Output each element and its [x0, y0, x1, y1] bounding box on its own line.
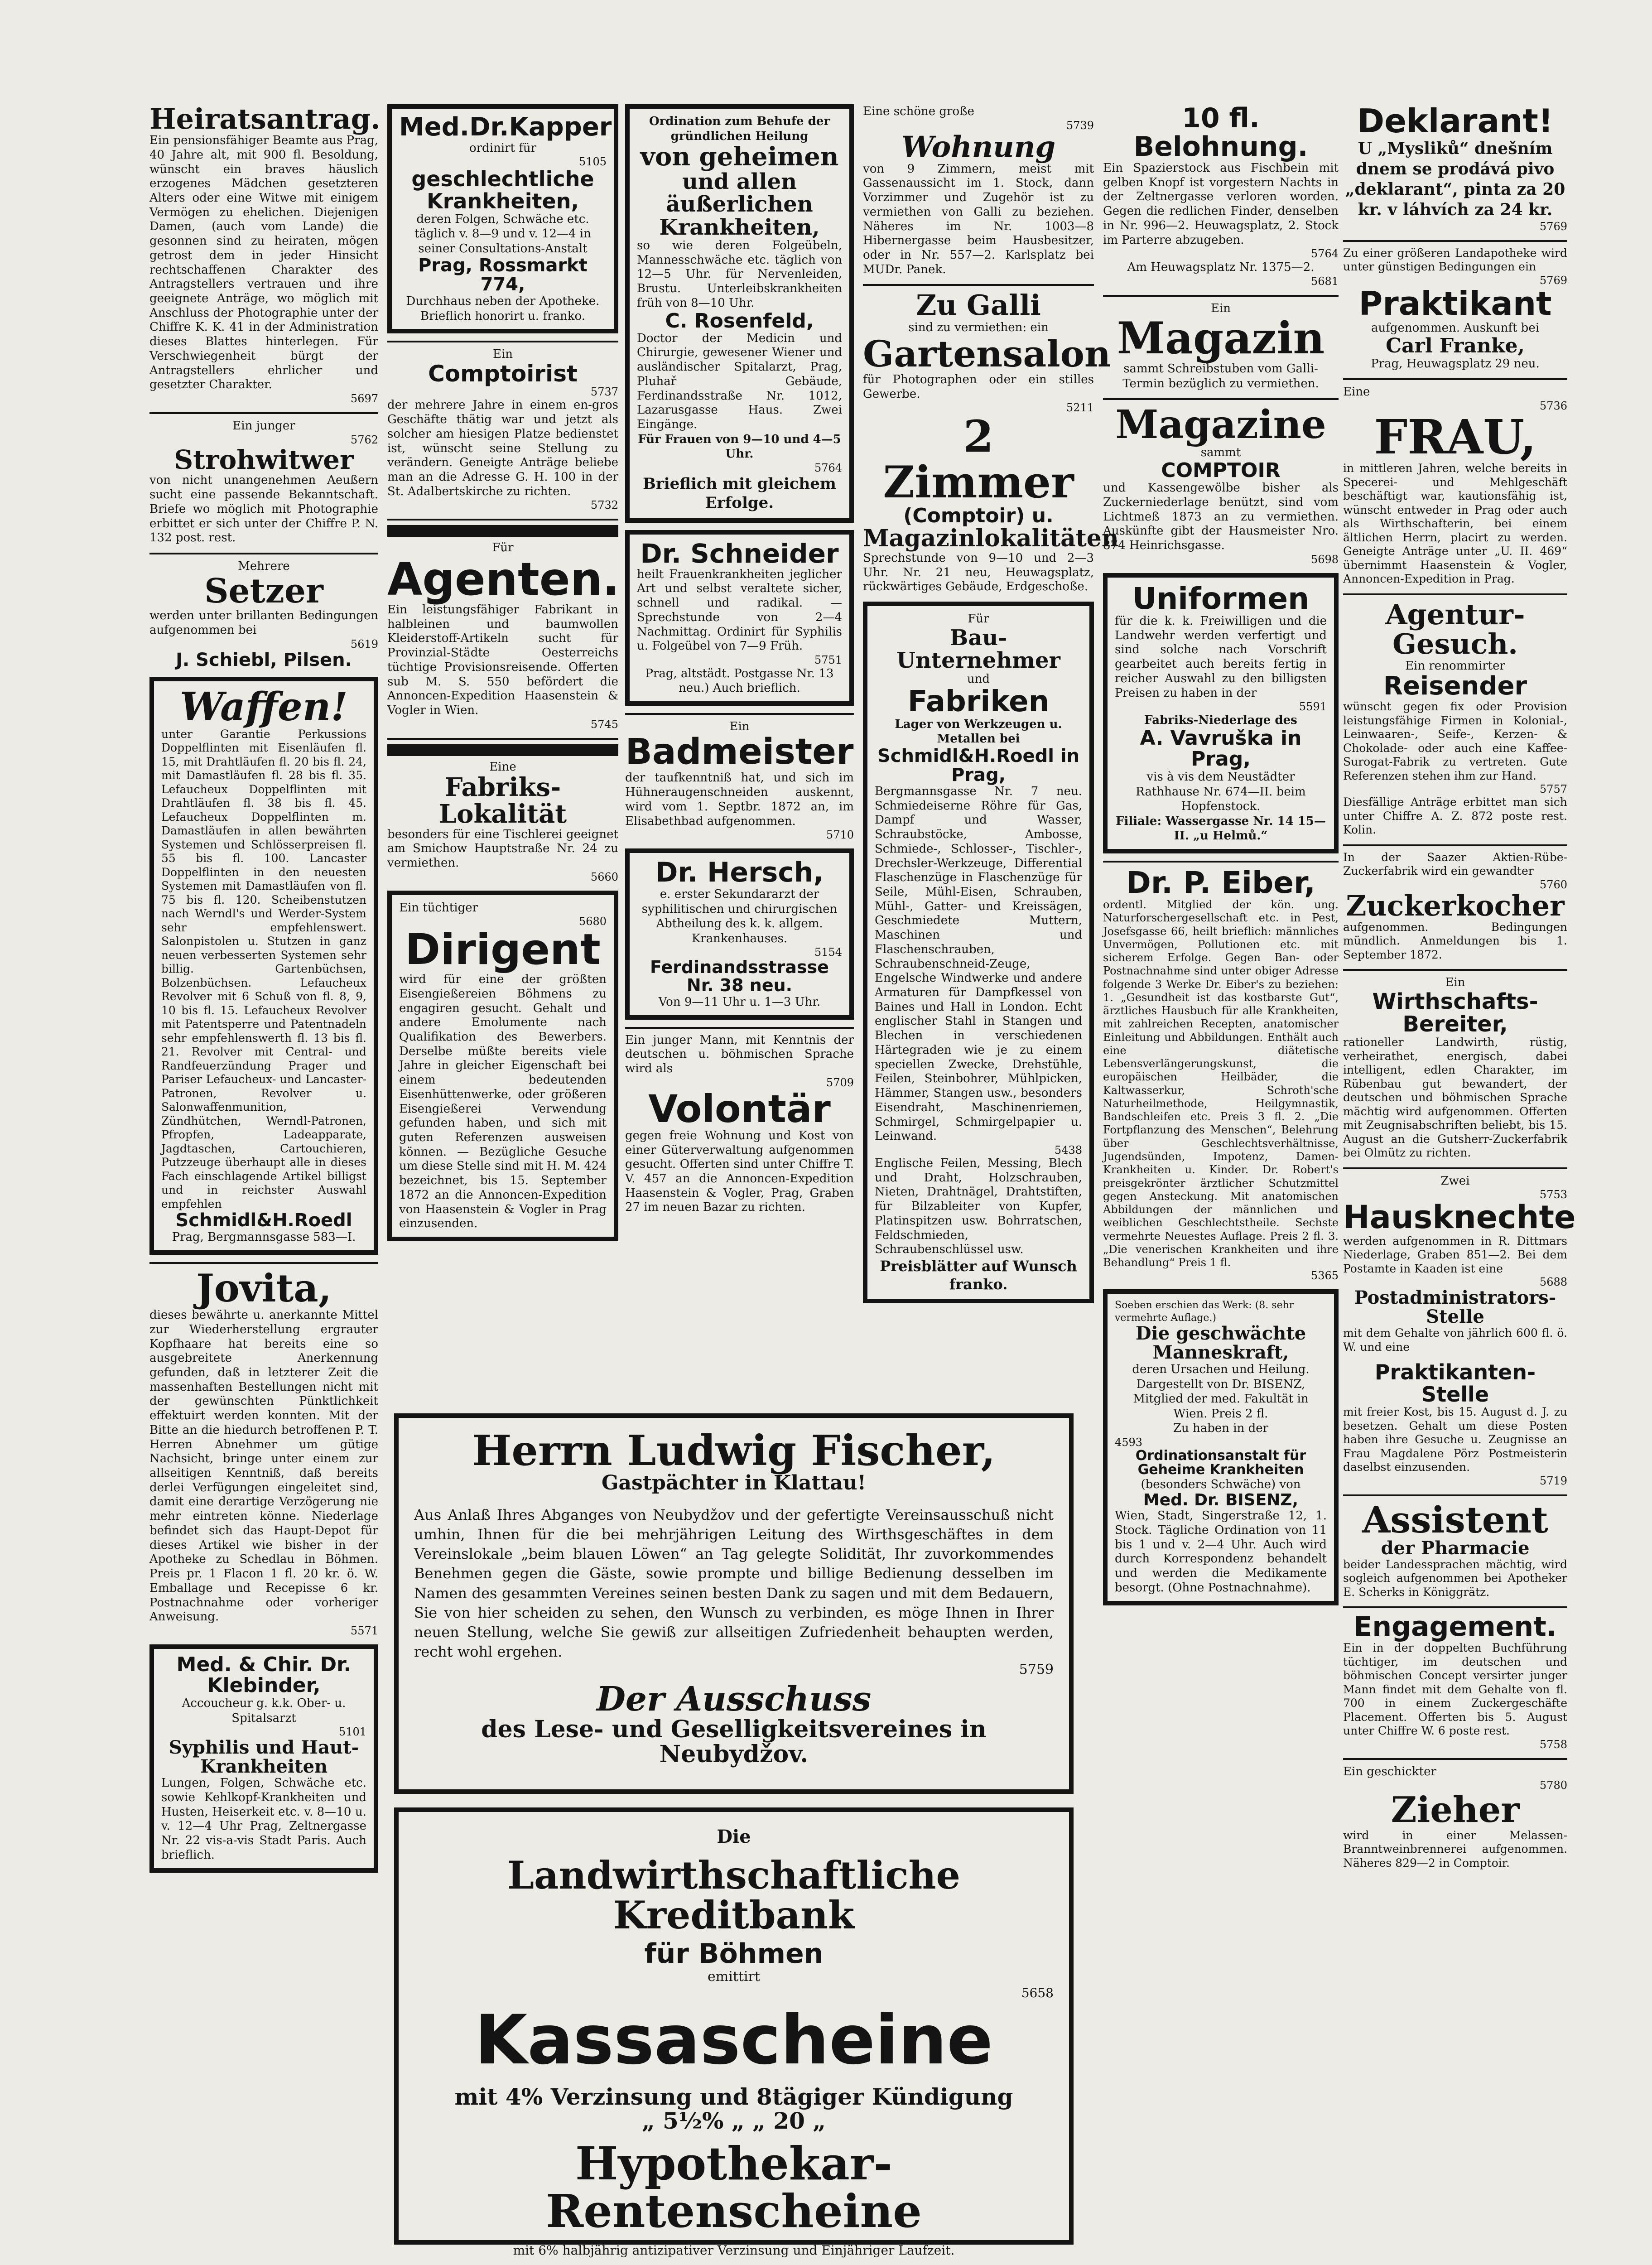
ad-headline: Dr. P. Eiber, — [1126, 865, 1315, 900]
ad-number: 5719 — [1539, 1474, 1567, 1487]
ad-pre: Ein — [1210, 301, 1231, 315]
ad-sub: (Comptoir) u. — [903, 504, 1054, 528]
ad-headline: Landwirthschaftliche Kreditbank — [507, 1853, 960, 1938]
ad-text: wird für eine der größten Eisengießereien Böhmens zu engagiren gesucht. Gehalt und andere Emolumente nach Qualifikation des Bewerbers. Derselbe müßte bereits viele Jahre in gleicher Eigenschaft bei einem bedeutenden Eisenhüttenwerke, oder größeren Eisengießerei Verwendung gefunden haben, und sich mit guten Referenzen ausweisen können. — Bezügliche Gesuche um diese Stelle sind mit H. M. 424 bezeichnet, bis 15. September 1872 an die Annoncen-Expedition von Haasenstein & Vogler in Prag einzusenden. — [399, 973, 607, 1231]
ad-setzer — [149, 553, 378, 670]
ad-zieher — [1343, 1758, 1567, 1870]
ad-firm: C. Rosenfeld, — [665, 309, 814, 333]
ad-praktikant — [1343, 240, 1567, 371]
ad-headline: Zuckerkocher — [1346, 889, 1565, 922]
ad-headline: Die geschwächte Manneskraft, — [1135, 1323, 1306, 1364]
ad-headline-3: 2 Zimmer — [883, 411, 1074, 508]
ad-headline: Magazin — [1117, 313, 1325, 364]
ad-bar — [387, 525, 618, 537]
ad-line-3: mit 6% halbjährig antizipativer Verzinsung und Einjähriger Laufzeit. — [513, 2243, 955, 2258]
ad-pre: Für — [968, 612, 989, 626]
ad-number: 5697 — [350, 392, 378, 405]
ad-number: 5753 — [1539, 1188, 1567, 1201]
ad-firm: Ordinationsanstalt für Geheime Krankheiten — [1135, 1447, 1306, 1478]
ad-heiratsantrag — [149, 104, 378, 405]
ad-headline-4: Hypothekar-Rentenscheine — [546, 2137, 922, 2238]
ad-headline-2: Gartensalon — [863, 333, 1111, 376]
ad-fabriks-lokalitaet — [387, 738, 618, 883]
ad-headline-3: und allen äußerlichen Krankheiten, — [659, 169, 820, 240]
ad-number-2: 5732 — [590, 499, 618, 512]
ad-number: 5105 — [578, 155, 607, 169]
ad-number: 5737 — [590, 386, 618, 399]
ad-number-2: 5681 — [1310, 275, 1339, 288]
ad-headline-2: Reisender — [1383, 671, 1527, 701]
ad-number: 5698 — [1310, 553, 1339, 566]
ad-text: sind zu vermiethen: ein — [908, 320, 1049, 334]
ad-number: 5571 — [350, 1624, 378, 1637]
ad-pre: Ein — [729, 719, 750, 733]
ad-headline-2: für Böhmen — [644, 1938, 824, 1970]
ad-text: In der Saazer Aktien-Rübe-Zuckerfabrik wird ein gewandter — [1343, 850, 1567, 878]
ad-kreditbank — [394, 1807, 1074, 2258]
ad-bisenz — [1103, 1289, 1339, 1605]
ad-headline: Ordination zum Behufe der gründlichen Heilung — [649, 115, 830, 143]
ad-headline: Wohnung — [901, 130, 1056, 164]
ad-headline: Jovita, — [196, 1265, 332, 1311]
ad-headline: Med. & Chir. Dr. Klebinder, — [176, 1653, 352, 1697]
ad-text-2: vis à vis dem Neustädter Rathhause Nr. 674—II. beim Hopfenstock. — [1136, 770, 1306, 814]
ad-agenten — [387, 519, 618, 730]
ad-number: 5660 — [590, 870, 618, 883]
ad-text: Aus Anlaß Ihres Abganges von Neubydžov und der gefertigte Vereinsausschuß nicht umhin, Ihnen für die bei mehrjährigen Leitung des Wirthsgeschäftes in dem Vereinslokale „beim blauen Löwen“ an Tag gelegte Solidität, Ihr zuvorkommendes Benehmen gegen die Gäste, sowie prompte und billige Bedienung desselben im Namen des gesammten Vereines seinen besten Dank zu sagen und mit dem Bedauern, Sie von hier scheiden zu sehen, den Wunsch zu verbinden, es möge Ihnen in Ihrer neuen Stellung, welche Sie gewiß zur allseitigen Zufriedenheit behaupten werden, recht wohl ergehen. — [414, 1506, 1054, 1661]
ad-headline: Comptoirist — [428, 360, 578, 387]
ad-pre: Ein — [492, 347, 513, 361]
ad-sub: Fabriks-Niederlage des — [1144, 713, 1297, 728]
ad-headline: Hausknechte — [1343, 1199, 1576, 1236]
ad-text: und Kassengewölbe bisher als Zuckerniederlage benützt, sind vom Lichtmeß 1873 an zu vermiethen. Auskünfte gibt der Hausmeister Nro. 874 Heinrichsgasse. — [1103, 481, 1339, 552]
ad-pre: Ein — [1445, 976, 1465, 990]
ad-headline: Praktikanten-Stelle — [1374, 1360, 1536, 1407]
ad-dirigent — [387, 891, 618, 1241]
ad-sub: emittirt — [708, 1969, 760, 1985]
ad-line-1: mit 4% Verzinsung und 8tägiger Kündigung — [454, 2083, 1013, 2111]
ad-headline: Uniformen — [1132, 581, 1310, 616]
ad-text-2: Diesfällige Anträge erbittet man sich unter Chiffre A. Z. 872 poste rest. Kolin. — [1343, 795, 1567, 837]
ad-firm: A. Vavruška in Prag, — [1140, 726, 1302, 771]
ad-headline: Dr. Hersch, — [655, 857, 824, 889]
ad-text: sammt Schreibstuben vom Galli-Termin bezüglich zu vermiethen. — [1122, 362, 1319, 390]
ad-headline-4: Magazinlokalitäten — [863, 525, 1119, 553]
ad-number: 5764 — [814, 461, 842, 474]
ad-number: 5757 — [1539, 783, 1567, 796]
ad-headline: Heiratsantrag. — [149, 102, 380, 135]
ad-sub: und — [967, 672, 990, 686]
ad-agentur-gesuch — [1343, 593, 1567, 837]
column-6 — [1343, 102, 1576, 2251]
ad-headline: Wirthschafts-Bereiter, — [1372, 988, 1538, 1037]
ad-headline: Herrn Ludwig Fischer, — [472, 1426, 996, 1475]
ad-number: 5762 — [350, 433, 378, 446]
ad-number: 5739 — [1066, 119, 1094, 132]
ad-text: beider Landessprachen mächtig, wird sogleich aufgenommen bei Apotheker E. Scherks in Königgrätz. — [1343, 1557, 1567, 1599]
ad-firm: Schmidl&H.Roedl — [175, 1210, 352, 1231]
ad-pre: Ein junger — [232, 419, 295, 433]
ad-text-2: für Photographen oder ein stilles Gewerbe. — [863, 373, 1094, 401]
ad-signature-2: des Lese- und Geselligkeitsvereines in Neubydžov. — [481, 1715, 987, 1768]
ad-headline-3: Kassascheine — [475, 2000, 993, 2080]
ad-text: von 9 Zimmern, meist mit Gassenaussicht im 1. Stock, dann Vorzimmer und Zugehör ist zu vermiethen von Galli zu beziehen. Näheres im Nr. 1003—8 Hibernergasse beim Hausbesitzer, oder in Nr. 557—2. Karlsplatz bei MUDr. Panek. — [863, 162, 1094, 276]
ad-text-2: Bergmannsgasse Nr. 7 neu. Schmiedeiserne Röhre für Gas, Dampf und Wasser, Schraubstöcke, Ambosse, Schmiede-, Schlosser-, Tischler-, Drechsler-Werkzeuge, Differential Flaschenzüge in Flaschenzüge für Seile, Mühl-Eisen, Schrauben, Mühl-, Gatter- und Kreissägen, Geschmiedete Muttern, Maschinen und Flaschenschrauben, Schraubenschneid-Zeuge, Engelsche Windwerke und andere Armaturen für Dampfkessel von Baines und Hall in London. Echt englischer Stahl in Stangen und Blechen in verschiedenen Härtegraden wie je zu einem speciellen Zwecke, Drehstühle, Feilen, Steinbohrer, Mühlpicken, Hämmer, Stangen usw., besonders Eisendraht, Maschinenriemen, Schmirgel, Schmirgelpapier u. Leinwand. — [875, 784, 1082, 1143]
ad-pre: Zwei — [1440, 1174, 1470, 1188]
ad-sub: Am Heuwagsplatz Nr. 1375—2. — [1127, 260, 1315, 275]
ad-text: heilt Frauenkrankheiten jeglicher Art und selbst veraltete sicher, schnell und radikal. — Sprechstunde von 2—4 Nachmittag. Ordinirt für Syphilis u. Folgeübel von 7—9 Früh. — [637, 567, 842, 653]
ad-sub: Prag, Heuwagsplatz 29 neu. — [1371, 357, 1540, 371]
ad-hausknechte — [1343, 1167, 1576, 1354]
ad-signature: Der Ausschuss — [596, 1680, 872, 1719]
ad-text: gegen freie Wohnung und Kost von einer Güterverwaltung aufgenommen gesucht. Offerten sind unter Chiffre T. V. 457 an die Annoncen-Expedition Haasenstein & Vogler, Prag, Graben 27 im neuen Bazar zu richten. — [625, 1128, 854, 1214]
ad-headline-2: Med. Dr. BISENZ, — [1143, 1491, 1299, 1510]
ad-number: 5438 — [1054, 1143, 1082, 1157]
ad-headline: Fabriks-Lokalität — [438, 772, 567, 829]
ad-pre: Für — [492, 541, 514, 555]
ad-badmeister — [625, 713, 854, 841]
ad-number: 5211 — [1066, 401, 1094, 414]
ad-belohnung — [1103, 104, 1339, 288]
ad-text-3: Englische Feilen, Messing, Blech und Draht, Holzschrauben, Nieten, Drahtnägel, Drahtstiften, für Bilzableiter von Kupfer, Platinspitzen usw. Bohrratschen, Feldschmieden, Schraubenschlüssel usw. — [875, 1156, 1082, 1257]
ad-headline: Magazine — [1115, 402, 1326, 448]
ad-text-3: (besonders Schwäche) von — [1141, 1477, 1301, 1491]
ad-sub: Für Frauen von 9—10 und 4—5 Uhr. — [638, 432, 841, 461]
ad-number: 5154 — [814, 946, 842, 959]
ad-firm: Schmidl&H.Roedl in Prag, — [877, 745, 1080, 786]
ad-text: besonders für eine Tischlerei geeignet am Smichow Hauptstraße Nr. 24 zu vermiethen. — [387, 827, 618, 870]
ad-firm: Prag, Rossmarkt 774, — [418, 255, 588, 295]
ad-strohwitwer — [149, 412, 378, 545]
ad-pre: Eine — [489, 760, 516, 774]
ad-text: Ein Spazierstock aus Fischbein mit gelben Knopf ist vorgestern Nachts in der Zeltnergasse verloren worden. Gegen die redlichen Finder, denselben in Nr. 996—2. Heuwagsplatz, 2. Stock im Parterre abzugeben. — [1103, 161, 1339, 247]
ad-jovita — [149, 1262, 378, 1637]
ad-text: Lager von Werkzeugen u. Metallen bei — [895, 717, 1062, 746]
ad-headline: Agentur-Gesuch. — [1385, 598, 1525, 660]
ad-number: 5619 — [350, 637, 378, 651]
ad-pre: Ein junger Mann, mit Kenntnis der deutschen u. böhmischen Sprache wird als — [625, 1033, 854, 1075]
ad-sub: der Pharmacie — [1381, 1537, 1530, 1559]
ad-headline: FRAU, — [1374, 409, 1536, 465]
column-5 — [1103, 104, 1339, 2251]
ad-sub: Gastpächter in Klattau! — [601, 1471, 866, 1494]
column-1 — [149, 104, 378, 2251]
ad-bar — [387, 744, 618, 756]
ad-firm: Ferdinandsstrasse Nr. 38 neu. — [650, 957, 829, 996]
ad-headline: Badmeister — [625, 732, 854, 773]
ad-assistent — [1343, 1494, 1567, 1600]
ad-line-2: „ 5½% „ „ 20 „ — [641, 2107, 826, 2134]
ad-hersch — [625, 848, 854, 1019]
ad-text: von nicht unangenehmen Aeußern sucht eine passende Bekanntschaft. Briefe wo möglich mit Photographie erbittet er sich unter der Chiffre P. N. 132 post. rest. — [149, 473, 378, 545]
ad-number: 5769 — [1539, 220, 1567, 233]
ad-text-4: Wien, Stadt, Singerstraße 12, 1. Stock. Tägliche Ordination von 11 bis 1 und v. 2—4 Uhr. Auch wird durch Korrespondenz behandelt und werden die Medikamente besorgt. (Ohne Postnachnahme). — [1115, 1509, 1327, 1595]
ad-text: unter Garantie Perkussions Doppelflinten mit Eisenläufen fl. 15, mit Drahtläufen fl. 20 bis fl. 24, mit Damastläufen fl. 28 bis fl. 35. Lefaucheux Doppelflinten mit Drahtläufen fl. 38 bis fl. 45. Lefaucheux Doppelflinten m. Damastläufen in allen bewährten Systemen und Schlösserpreisen fl. 55 bis fl. 100. Lancaster Doppelflinten in den neuesten Systemen mit Damastläufen von fl. 75 bis fl. 120. Scheibenstutzen nach Werndl's und Werder-System sehr empfehlenswert. Salonpistolen u. Stutzen in ganz neuen verbesserten Systemen sehr billig. Gartenbüchsen, Bolzenbüchsen. Lefaucheux Revolver mit 6 Schuß von fl. 8, 9, 10 bis fl. 15. Lefaucheux Revolver mit Patentsperre und Patentnadeln sehr empfehlenswerth fl. 13 bis fl. 21. Revolver mit Central- und Randfeuerzündung Prager und Pariser Lefaucheux- und Lancaster-Patronen, Revolver u. Salonwaffenmunition, Zündhütchen, Werndl-Patronen, Pfropfen, Ladeapparate, Jagdtaschen, Cartouchieren, Putzzeuge überhaupt alle in dieses Fach einschlagende Artikel billigst und in reichster Auswahl empfehlen — [161, 727, 366, 1210]
ad-headline: Setzer — [204, 571, 323, 611]
ad-text-2: aufgenommen. Auskunft bei — [1371, 321, 1540, 335]
ad-pre: Ein tüchtiger — [399, 901, 478, 915]
ad-headline-2: Syphilis und Haut-Krankheiten — [169, 1737, 359, 1778]
ad-sub: Prag, altstädt. Postgasse Nr. 13 neu.) Auch brieflich. — [645, 666, 834, 695]
ad-engagement — [1343, 1606, 1567, 1751]
ad-number: 4593 — [1115, 1436, 1143, 1449]
ad-zu-galli — [863, 284, 1119, 594]
ad-sub: Zu haben in der — [1173, 1422, 1269, 1436]
ad-number: 5101 — [338, 1725, 366, 1739]
ad-eiber — [1103, 861, 1339, 1282]
ad-number: 5736 — [1539, 399, 1567, 412]
ad-headline: Agenten. — [387, 552, 620, 606]
ad-headline: Bau-Unternehmer — [896, 625, 1060, 673]
ad-pre: Ein renommirter — [1405, 659, 1505, 673]
ad-ludwig-fischer — [394, 1413, 1074, 1794]
ad-headline: Waffen! — [180, 684, 348, 730]
ad-headline: Med.Dr.Kapper — [399, 112, 612, 142]
ad-text: deren Folgen, Schwäche etc. täglich v. 8—9 und v. 12—4 in seiner Consultations-Anstalt — [414, 212, 591, 255]
ad-headline: Deklarant! — [1357, 102, 1553, 140]
ad-schneider — [625, 530, 854, 706]
ad-headline: Zieher — [1391, 1789, 1520, 1831]
ad-praktikanten-stelle — [1343, 1361, 1567, 1487]
ad-number: 5764 — [1310, 247, 1339, 260]
ad-number: 5745 — [590, 718, 618, 731]
ad-sub: Prag, Bergmannsgasse 583—I. — [172, 1230, 356, 1244]
ad-text: Ein pensionsfähiger Beamte aus Prag, 40 Jahre alt, mit 900 fl. Besoldung, wünscht ein braves häuslich erzogenes Mädchen gesetzteren Alters oder eine Witwe mit einigem Vermögen zu ehelichen. Diejenigen Damen, (auch vom Lande) die gesonnen sind zu heiraten, mögen getrost dem in jeder Hinsicht rechtschaffenen Charakter des Antragstellers vertrauen und ihre geeignete Anträge, wo möglich mit Anschluss der Photographie unter der Chiffre K. K. 41 in der Administration dieses Blattes hinterlegen. Für Verschwiegenheit bürgt der Antragstellers ehrlicher und gesetzter Charakter. — [149, 134, 378, 392]
ad-sub-2: Filiale: Wassergasse Nr. 14 15—II. „u Helmů.“ — [1116, 814, 1326, 843]
ad-number: 5658 — [1021, 1985, 1054, 2000]
ad-text-2: Lungen, Folgen, Schwäche etc. sowie Kehlkopf-Krankheiten und Husten, Heiserkeit etc. v. 8—10 u. v. 12—4 Uhr Prag, Zeltnergasse Nr. 22 vis-a-vis Stadt Paris. Auch brieflich. — [161, 1776, 366, 1862]
ad-number: 5680 — [578, 915, 607, 928]
ad-text: in mittleren Jahren, welche bereits in Specerei- und Mehlgeschäft beschäftigt war, kautionsfähig ist, wünscht entweder in Prag oder auch als Wirthschafterin, bei einem ältlichen Herrn, placirt zu werden. Geneigte Anträge unter „U. II. 469“ übernimmt Haasenstein & Vogler, Annoncen-Expedition in Prag. — [1343, 462, 1567, 586]
ad-wohnung — [863, 104, 1094, 277]
ad-text: mit freier Kost, bis 15. August d. J. zu besetzen. Gehalt um diese Posten haben ihre Gesuche u. Zeugnisse an Frau Magdalene Pörz Postmeisterin daselbst einzusenden. — [1343, 1405, 1567, 1474]
ad-text: Ein in der doppelten Buchführung tüchtiger, im deutschen und böhmischen Concept versirter junger Mann findet mit dem Gehalte von fl. 700 in einem Zuckergeschäfte Placement. Offerten bis 5. August unter Chiffre W. 6 poste rest. — [1343, 1641, 1567, 1738]
ad-headline: Volontär — [648, 1086, 831, 1131]
ad-pre: Die — [717, 1826, 751, 1847]
ad-kapper — [387, 104, 618, 333]
ad-klebinder — [149, 1644, 378, 1873]
ad-pre: Ein geschickter — [1343, 1764, 1436, 1778]
ad-number: 5365 — [1310, 1269, 1339, 1282]
ad-headline: Dr. Schneider — [640, 538, 839, 569]
ad-text: dieses bewährte u. anerkannte Mittel zur Wiederherstellung ergrauter Kopfhaare hat bereits eine so ausgebreitete Anerkennung gefunden, daß in letzterer Zeit die massenhaften Bestellungen nicht mit der gewünschten Pünktlichkeit effektuirt werden konnten. Mit der Bitte an die hiedurch betroffenen P. T. Herren Abnehmer um gütige Nachsicht, bringe unter einem zur allseitigen Kenntniß, daß bereits derlei Verfügungen eingeleitet sind, damit eine derartige Verzögerung nie mehr eintreten könne. Niederlage befindet sich das Haupt-Depot für dieses Artikel wie bisher in der Apotheke zu Schedlau in Böhmen. Preis pr. 1 Flacon 1 fl. 20 kr. ö. W. Emballage und Recepisse 6 kr. Postnachnahme oder vorheriger Anweisung. — [149, 1308, 378, 1624]
ad-bau-unternehmer — [863, 602, 1094, 1303]
ad-number: 5760 — [1539, 878, 1567, 891]
ad-text: Accoucheur g. k.k. Ober- u. Spitalsarzt — [182, 1696, 346, 1725]
ad-waffen — [149, 677, 378, 1255]
ad-pre: Eine schöne große — [863, 105, 974, 118]
ad-text: U „Mysliků“ dnešním dnem se prodává pivo „deklarant“, pinta za 20 kr. v láhvích za 24 kr. — [1345, 139, 1565, 219]
ad-headline: Strohwitwer — [174, 444, 354, 475]
ad-number-2: 5688 — [1539, 1276, 1567, 1289]
ad-sub-2: Brieflich mit gleichem Erfolge. — [643, 474, 836, 512]
ad-comptoirist — [387, 341, 618, 511]
ad-number: 5709 — [826, 1076, 854, 1089]
ad-magazin — [1103, 295, 1339, 391]
ad-text-2: Doctor der Medicin und Chirurgie, gewesener Wiener und ausländischer Spitalarzt, Prag, Pluhař Gebäude, Ferdinandsstraße Nr. 1012, Lazarusgasse Haus. Zwei Eingänge. — [637, 331, 842, 432]
ad-text: der mehrere Jahre in einem en-gros Geschäfte thätig war und jetzt als solcher am hiesigen Platze bedienstet ist, wünscht seine Stellung zu verändern. Geneigte Anträge beliebe man an die Adresse G. H. 100 in der St. Adalbertskirche zu richten. — [387, 398, 618, 498]
ad-sub: Durchhaus neben der Apotheke. Brieflich honorirt u. franko. — [406, 294, 600, 323]
ad-volontaer — [625, 1027, 854, 1215]
ad-headline: 10 fl. Belohnung. — [1133, 102, 1308, 163]
ad-text: werden aufgenommen in R. Dittmars Niederlage, Graben 851—2. Bei dem Postamte in Kaaden ist eine — [1343, 1234, 1567, 1275]
ad-rosenfeld — [625, 104, 854, 523]
ad-frau — [1343, 378, 1567, 586]
ad-pre: Eine — [1343, 385, 1370, 399]
ad-headline: Praktikant — [1358, 284, 1552, 323]
ad-text: für die k. k. Freiwilligen und die Landwehr werden verfertigt und sind solche nach Vorschrift gearbeitet auch bereits fertig in reicher Auswahl zu den billigsten Preisen zu haben in der — [1115, 614, 1327, 700]
ad-headline: Engagement. — [1353, 1611, 1557, 1643]
ad-headline: Dirigent — [405, 925, 601, 975]
ad-headline-2: COMPTOIR — [1161, 458, 1281, 482]
ad-headline: Assistent — [1362, 1498, 1548, 1541]
ad-magazine — [1103, 398, 1339, 566]
ad-firm: Carl Franke, — [1386, 334, 1525, 357]
ad-deklarant — [1343, 104, 1567, 233]
ad-text: rationeller Landwirth, rüstig, verheirathet, energisch, dabei intelligent, edlen Charakter, im Rübenbau gut bewandert, der deutschen und böhmischen Sprache mächtig wird aufgenommen. Offerten mit Zeugnisabschriften beliebt, bis 15. August an die Gutsherr-Zuckerfabrik bei Olmütz zu richten. — [1343, 1036, 1567, 1160]
ad-sub-2: Preisblätter auf Wunsch franko. — [880, 1257, 1077, 1293]
ad-text-3: Sprechstunde von 9—10 und 2—3 Uhr. Nr. 21 neu, Heuwagsplatz, rückwärtiges Gebäude, Erdgeschoße. — [863, 551, 1094, 594]
ad-text-2: mit dem Gehalte von jährlich 600 fl. ö. W. und eine — [1343, 1326, 1567, 1354]
ad-pre: Mehrere — [238, 559, 290, 573]
ad-number: 5758 — [1539, 1738, 1567, 1751]
ad-text: so wie deren Folgeübeln, Mannesschwäche etc. täglich von 12—5 Uhr. für Nervenleiden, Brustu. Unterleibskrankheiten früh von 8—10 Uhr. — [637, 238, 842, 310]
ad-text: wird in einer Melassen-Branntweinbrennerei aufgenommen. Näheres 829—2 in Comptoir. — [1343, 1828, 1567, 1870]
ad-sub: sammt — [1200, 446, 1241, 460]
ad-text: e. erster Sekundararzt der syphilitischen und chirurgischen Abtheilung des k. k. allgem. Krankenhauses. — [641, 887, 838, 945]
ad-number: 5780 — [1539, 1779, 1567, 1792]
ad-text-2: aufgenommen. Bedingungen mündlich. Anmeldungen bis 1. September 1872. — [1343, 920, 1567, 961]
ad-text: Ein leistungsfähiger Fabrikant in halbleinen und baumwollen Kleiderstoff-Artikeln sucht für Provinzial-Städte Oesterreichs tüchtige Provisionsreisende. Offerten sub M. S. 550 befördert die Annoncen-Expedition Haasenstein & Vogler in Wien. — [387, 602, 618, 717]
ad-text: wünscht gegen fix oder Provision leistungsfähige Firmen in Kolonial-, Leinwaaren-, Seife-, Kerzen- & Chokolade- oder auch eine Kaffee-Surogat-Fabrik zu vertreten. Gute Referenzen stehen ihm zur Hand. — [1343, 700, 1567, 782]
ad-number: 5769 — [1539, 274, 1567, 287]
ad-text: ordentl. Mitglied der kön. ung. Naturforschergesellschaft etc. in Pest, Josefsgasse 66, heilt brieflich: männliches Unvermögen, Pollutionen etc. mit sicherem Erfolge. Gegen Ban- oder Postnachnahme sind unter obiger Adresse folgende 3 Werke Dr. Eiber's zu beziehen: 1. „Gesundheit ist das kostbarste Gut“, ärztliches Hausbuch für alle Krankheiten, mit zahlreichen Recepten, anatomischer Einleitung und Abbildungen. Enthält auch eine diätetische Lebensverlängerungskunst, die europäischen Heilbäder, die Kaltwasserkur, Schroth'sche Naturheilmethode, Heilgymnastik, Bandschleifen etc. Preis 3 fl. 2. „Die Fortpflanzung des Menschen“, Belehrung über Geschlechtsverhältnisse, Jugendsünden, Impotenz, Damen-Krankheiten u. Kinder. Dr. Robert's preisgekrönter ärztlicher Schutzmittel gegen Ansteckung. Mit anatomischen Abbildungen der männlichen und weiblichen Geschlechtstheile. Sechste vermehrte Neuestes Auflage. Preis 2 fl. 3. „Die venerischen Krankheiten und ihre Behandlung“ Preis 1 fl. — [1103, 898, 1339, 1269]
ad-number: 5759 — [1019, 1662, 1054, 1678]
ad-number: 5591 — [1299, 700, 1327, 713]
ad-text-2: deren Ursachen und Heilung. Dargestellt von Dr. BISENZ, Mitglied der med. Fakultät in Wien. Preis 2 fl. — [1132, 1363, 1310, 1421]
ad-text: der taufkenntniß hat, und sich im Hühneraugenschneiden auskennt, wird vom 1. Septbr. 1872 an, im Elisabethbad aufgenommen. — [625, 771, 854, 828]
ad-headline: Zu Galli — [916, 289, 1041, 322]
ad-firm: J. Schiebl, Pilsen. — [176, 649, 352, 670]
ad-sub: Von 9—11 Uhr u. 1—3 Uhr. — [658, 995, 821, 1009]
ad-line: ordinirt für — [469, 141, 537, 155]
ad-headline-2: Postadministrators-Stelle — [1354, 1287, 1556, 1328]
ad-number: 5751 — [814, 653, 842, 666]
ad-wirthschafts-bereiter — [1343, 969, 1567, 1160]
ad-text: werden unter brillanten Bedingungen aufgenommen bei — [149, 609, 378, 637]
ad-zuckerkocher — [1343, 844, 1567, 962]
ad-number: 5710 — [826, 829, 854, 842]
ad-text: Zu einer größeren Landapotheke wird unter günstigen Bedingungen ein — [1343, 246, 1567, 274]
ad-headline-2: Fabriken — [907, 684, 1050, 718]
ad-uniformen — [1103, 573, 1339, 853]
ad-headline-2: geschlechtliche Krankheiten, — [411, 167, 594, 213]
ad-headline-2: von geheimen — [640, 142, 839, 172]
ad-text: Soeben erschien das Werk: (8. sehr vermehrte Auflage.) — [1115, 1300, 1294, 1324]
